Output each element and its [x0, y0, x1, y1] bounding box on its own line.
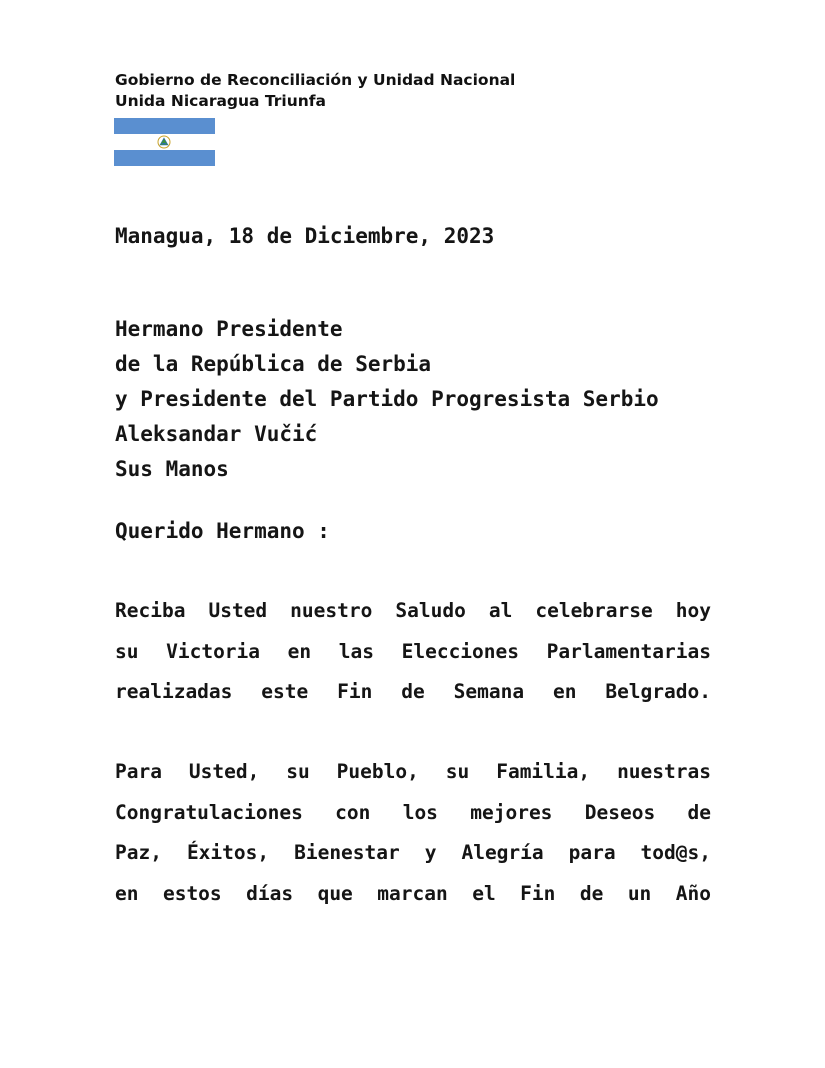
addressee-line: Sus Manos: [115, 457, 229, 481]
body-paragraph-1: [115, 591, 711, 713]
paragraph-line: Congratulaciones con los mejores Deseos de: [115, 800, 711, 824]
flag-stripe-bottom: [114, 150, 215, 166]
letterhead-slogan: Unida Nicaragua Triunfa: [115, 92, 327, 110]
letterhead-government-name: Gobierno de Reconciliación y Unidad Nacional: [115, 71, 516, 89]
addressee-line: Hermano Presidente: [115, 317, 343, 341]
flag-stripe-top: [114, 118, 215, 134]
paragraph-line: Paz, Éxitos, Bienestar y Alegría para tod@s,: [115, 841, 711, 864]
paragraph-line: realizadas este Fin de Semana en Belgrado.: [115, 680, 711, 703]
addressee-line: Aleksandar Vučić: [115, 422, 318, 446]
letter-date: Managua, 18 de Diciembre, 2023: [115, 224, 495, 248]
paragraph-line: en estos días que marcan el Fin de un Año: [115, 881, 711, 905]
body-paragraph-2: [115, 752, 711, 914]
addressee-block: [115, 312, 659, 487]
addressee-line: y Presidente del Partido Progresista Serbio: [115, 387, 659, 411]
letterhead: [115, 70, 515, 112]
paragraph-line: Reciba Usted nuestro Saludo al celebrarse hoy: [115, 599, 711, 622]
paragraph-line: su Victoria en las Elecciones Parlamentarias: [115, 639, 711, 663]
addressee-line: de la República de Serbia: [115, 352, 432, 376]
salutation: Querido Hermano :: [115, 519, 330, 543]
nicaragua-flag-icon: [114, 118, 215, 166]
coat-of-arms-icon: [157, 135, 171, 149]
paragraph-line: Para Usted, su Pueblo, su Familia, nuestras: [115, 760, 711, 783]
